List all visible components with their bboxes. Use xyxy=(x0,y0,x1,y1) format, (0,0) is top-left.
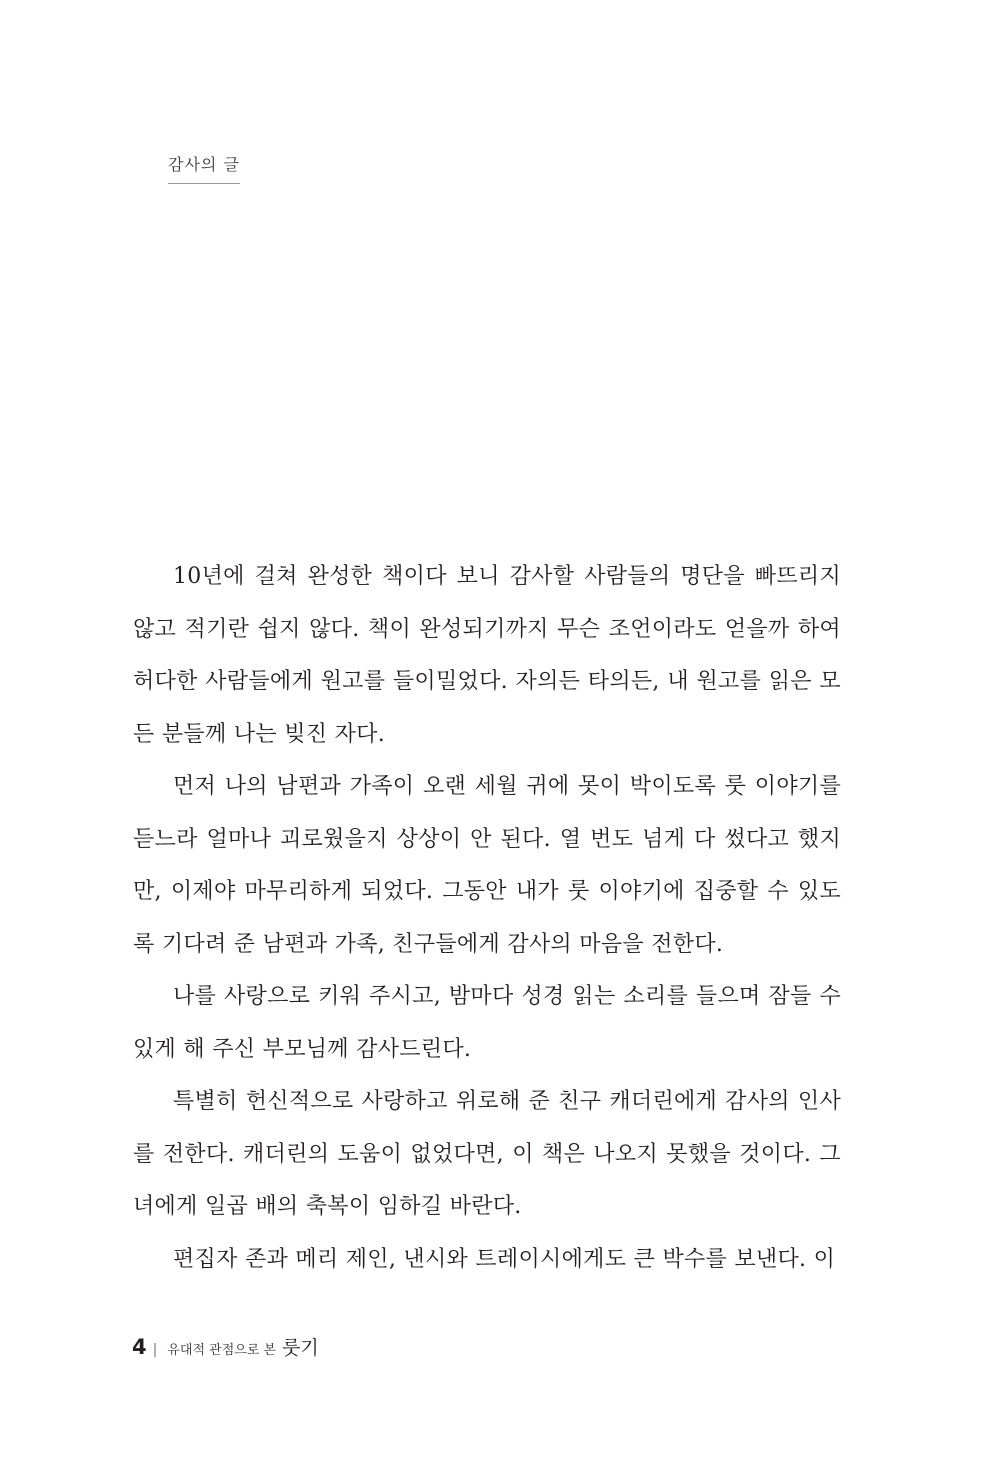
body-text xyxy=(133,551,841,1286)
book-subtitle: 유대적 관점으로 본 xyxy=(167,1343,277,1358)
paragraph: 특별히 헌신적으로 사랑하고 위로해 준 친구 캐더린에게 감사의 인사를 전한다. 캐더린의 도움이 없었다면, 이 책은 나오지 못했을 것이다. 그녀에게 일곱 배의 축복이 임하길 바란다. xyxy=(133,1089,841,1219)
paragraph: 나를 사랑으로 키워 주시고, 밤마다 성경 읽는 소리를 들으며 잠들 수 있게 해 주신 부모님께 감사드린다. xyxy=(133,984,841,1062)
paragraph: 먼저 나의 남편과 가족이 오랜 세월 귀에 못이 박이도록 룻 이야기를 듣느라 얼마나 괴로웠을지 상상이 안 된다. 열 번도 넘게 다 썼다고 했지만, 이제야 마무리하게 되었다. 그동안 내가 룻 이야기에 집중할 수 있도록 기다려 준 남편과 가족, 친구들에게 감사의 마음을 전한다. xyxy=(133,774,841,957)
book-title: 룻기 xyxy=(282,1337,319,1359)
paragraph: 10년에 걸쳐 완성한 책이다 보니 감사할 사람들의 명단을 빠뜨리지 않고 적기란 쉽지 않다. 책이 완성되기까지 무슨 조언이라도 얻을까 하여 허다한 사람들에게 원고를 들이밀었다. 자의든 타의든, 내 원고를 읽은 모든 분들께 나는 빚진 자다. xyxy=(133,564,841,747)
page-number: 4 xyxy=(132,1335,147,1359)
section-title: 감사의 글 xyxy=(168,152,240,184)
footer-separator: | xyxy=(152,1342,158,1358)
paragraph: 편집자 존과 메리 제인, 낸시와 트레이시에게도 큰 박수를 보낸다. 이 xyxy=(173,1246,836,1272)
page-footer xyxy=(132,1333,319,1360)
